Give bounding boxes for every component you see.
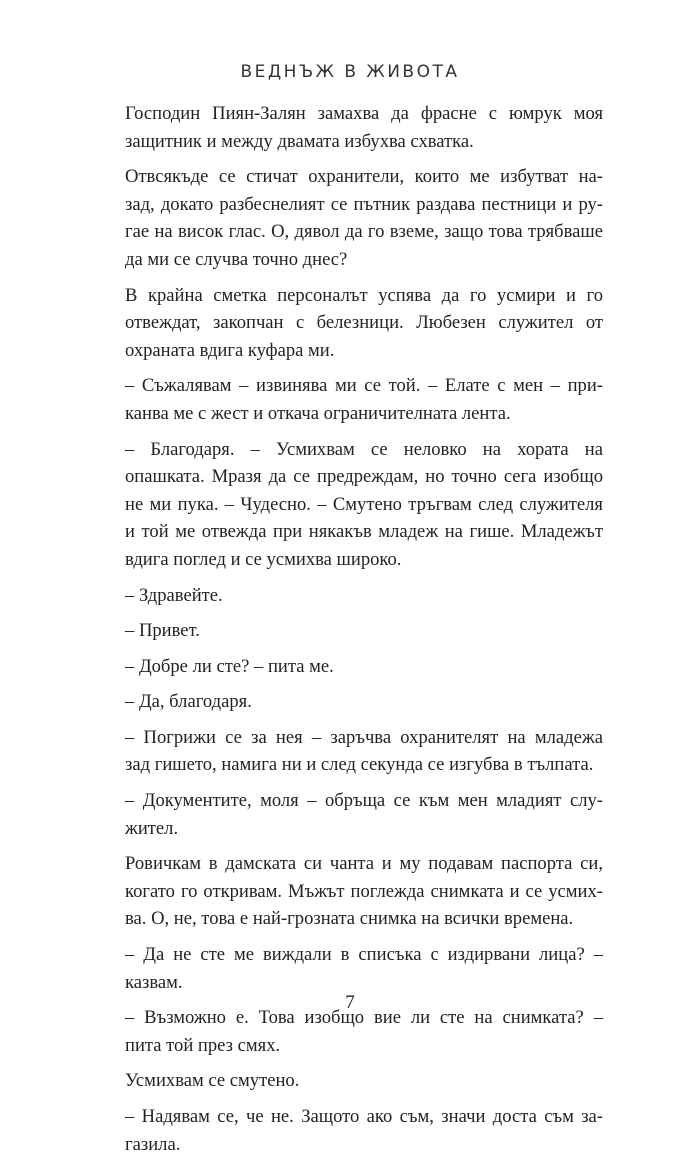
paragraph bbox=[103, 688, 603, 716]
text-line: – Възможно е. Това изобщо вие ли сте на снимката? – bbox=[125, 1007, 603, 1029]
text-line: гае на висок глас. О, дявол да го вземе, защо това трябваше bbox=[125, 221, 603, 243]
paragraph bbox=[103, 372, 603, 427]
text-line: и той ме отвежда при някакъв младеж на гише. Младежът bbox=[125, 521, 603, 543]
text-line: – Съжалявам – извинява ми се той. – Елате с мен – при- bbox=[125, 375, 603, 397]
text-line: защитник и между двамата избухва схватка. bbox=[125, 130, 474, 152]
paragraph bbox=[103, 163, 603, 273]
text-line: газила. bbox=[125, 1133, 181, 1155]
text-line: В крайна сметка персоналът успява да го усмири и го bbox=[125, 284, 603, 306]
text-line: ва. О, не, това е най-грозната снимка на всички времена. bbox=[125, 908, 574, 930]
text-line: жител. bbox=[125, 817, 179, 839]
text-line: казвам. bbox=[125, 971, 183, 993]
text-line: – Добре ли сте? – пита ме. bbox=[125, 655, 334, 677]
paragraph bbox=[103, 653, 603, 681]
text-line: канва ме с жест и откача ограничителната лента. bbox=[125, 402, 511, 424]
text-line: Ровичкам в дамската си чанта и му подавам паспорта си, bbox=[125, 853, 603, 875]
text-line: Усмихвам се смутено. bbox=[125, 1070, 300, 1092]
text-line: Отвсякъде се стичат охранители, които ме избутват на- bbox=[125, 166, 603, 188]
text-line: да ми се случва точно днес? bbox=[125, 248, 348, 270]
text-line: когато го откривам. Мъжът поглежда снимката и се усмих- bbox=[125, 880, 603, 902]
paragraph bbox=[103, 436, 603, 574]
text-line: – Погрижи се за нея – заръчва охранителят на младежа bbox=[125, 726, 603, 748]
running-header: ВЕДНЪЖ В ЖИВОТА bbox=[240, 62, 460, 82]
paragraph bbox=[103, 582, 603, 610]
text-line: – Документите, моля – обръща се към мен младият слу- bbox=[125, 790, 603, 812]
text-line: Господин Пиян-Залян замахва да фрасне с юмрук моя bbox=[125, 103, 603, 124]
text-line: зад, докато разбеснелият се пътник раздава пестници и ру- bbox=[125, 193, 603, 215]
text-line: вдига поглед и се усмихва широко. bbox=[125, 548, 402, 570]
text-line: – Благодаря. – Усмихвам се неловко на хората на bbox=[125, 438, 603, 460]
paragraph bbox=[103, 787, 603, 842]
text-line: охраната вдига куфара ми. bbox=[125, 339, 335, 361]
paragraph bbox=[103, 1067, 603, 1095]
text-line: зад гишето, намига ни и след секунда се изгубва в тълпата. bbox=[125, 754, 594, 776]
paragraph bbox=[103, 617, 603, 645]
text-line: пита той през смях. bbox=[125, 1034, 281, 1056]
text-line: опашката. Мразя да се предреждам, но точно сега изобщо bbox=[125, 466, 603, 488]
page-number: 7 bbox=[345, 992, 355, 1013]
text-line: – Привет. bbox=[125, 620, 200, 642]
paragraph bbox=[103, 850, 603, 933]
text-line: – Да не сте ме виждали в списъка с издирвани лица? – bbox=[125, 944, 603, 966]
text-line: – Надявам се, че не. Защото ако съм, значи доста съм за- bbox=[125, 1106, 603, 1127]
paragraph bbox=[103, 282, 603, 365]
paragraph bbox=[103, 100, 603, 155]
text-line: – Здравейте. bbox=[125, 584, 223, 606]
text-line: не ми пука. – Чудесно. – Смутено тръгвам след служителя bbox=[125, 493, 603, 515]
paragraph bbox=[103, 724, 603, 779]
paragraph bbox=[103, 1103, 603, 1158]
paragraph bbox=[103, 941, 603, 996]
text-line: – Да, благодаря. bbox=[125, 691, 252, 713]
text-line: отвеждат, закопчан с белезници. Любезен служител от bbox=[125, 312, 603, 334]
